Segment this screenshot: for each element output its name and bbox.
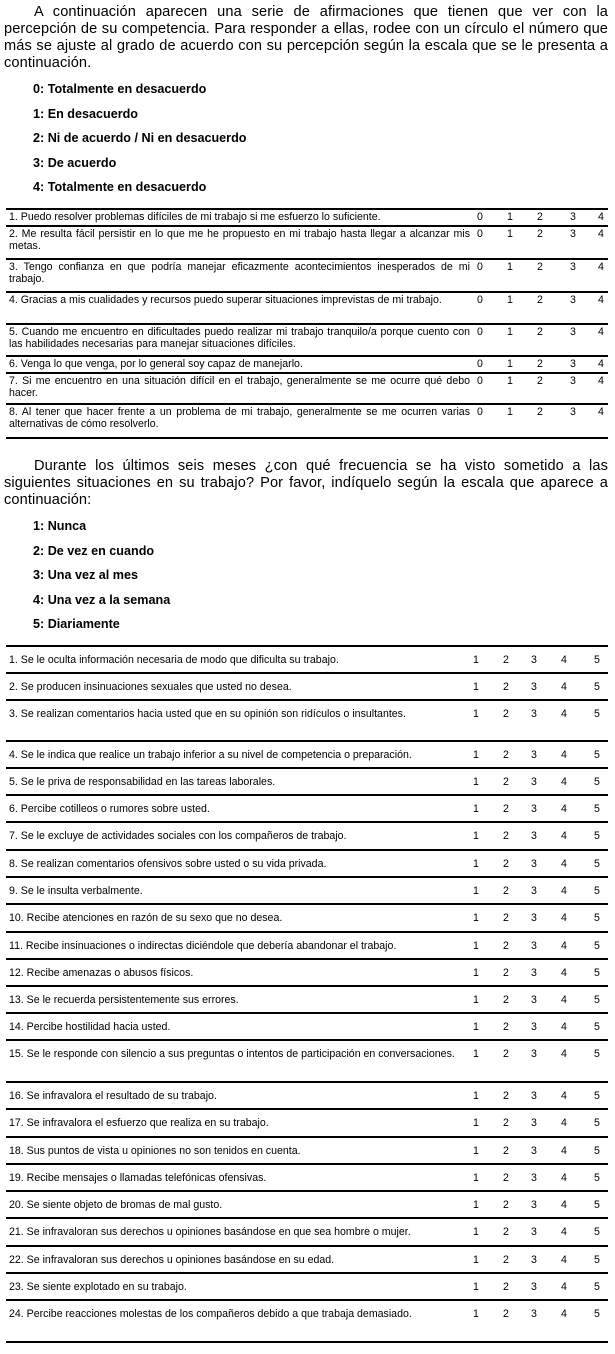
answer-option[interactable]: 3 bbox=[531, 1226, 537, 1238]
question-text: 2. Me resulta fácil persistir en lo que me he propuesto en mi trabajo hasta llegar a alcanzar mis metas. bbox=[9, 228, 470, 252]
answer-option[interactable]: 4 bbox=[561, 1021, 567, 1033]
question-text: 2. Se producen insinuaciones sexuales que usted no desea. bbox=[9, 681, 292, 693]
answer-option[interactable]: 1 bbox=[473, 994, 479, 1006]
answer-option[interactable]: 4 bbox=[598, 294, 604, 306]
answer-option[interactable]: 2 bbox=[503, 1145, 509, 1157]
question-text: 6. Percibe cotilleos o rumores sobre usted. bbox=[9, 803, 210, 815]
answer-option[interactable]: 1 bbox=[473, 1090, 479, 1102]
scale-option: 2: Ni de acuerdo / Ni en desacuerdo bbox=[33, 131, 247, 145]
answer-option[interactable]: 1 bbox=[473, 1308, 479, 1320]
answer-option[interactable]: 1 bbox=[473, 1172, 479, 1184]
answer-option[interactable]: 1 bbox=[473, 830, 479, 842]
question-row bbox=[6, 701, 608, 742]
answer-option[interactable]: 5 bbox=[594, 749, 600, 761]
answer-option[interactable]: 1 bbox=[507, 326, 513, 338]
question-text: 5. Cuando me encuentro en dificultades puedo realizar mi trabajo tranquilo/a porque cuento con las habilidades necesarias para manejar situaciones difíciles. bbox=[9, 326, 470, 350]
answer-option[interactable]: 2 bbox=[503, 1172, 509, 1184]
answer-option[interactable]: 1 bbox=[473, 1199, 479, 1211]
answer-option[interactable]: 1 bbox=[473, 1254, 479, 1266]
question-row bbox=[6, 1274, 608, 1301]
question-text: 17. Se infravalora el esfuerzo que realiza en su trabajo. bbox=[9, 1117, 269, 1129]
question-row bbox=[6, 405, 608, 439]
question-row bbox=[6, 987, 608, 1014]
answer-option[interactable]: 3 bbox=[531, 830, 537, 842]
answer-option[interactable]: 2 bbox=[503, 940, 509, 952]
answer-option[interactable]: 2 bbox=[503, 803, 509, 815]
answer-option[interactable]: 2 bbox=[503, 1308, 509, 1320]
answer-option[interactable]: 2 bbox=[537, 326, 543, 338]
answer-option[interactable]: 4 bbox=[561, 654, 567, 666]
answer-option[interactable]: 3 bbox=[531, 776, 537, 788]
scale-option: 5: Diariamente bbox=[33, 617, 120, 631]
question-text: 21. Se infravaloran sus derechos u opiniones basándose en que sea hombre o mujer. bbox=[9, 1226, 411, 1238]
question-row bbox=[6, 796, 608, 823]
answer-option[interactable]: 1 bbox=[473, 885, 479, 897]
answer-option[interactable]: 2 bbox=[503, 1021, 509, 1033]
answer-option[interactable]: 3 bbox=[531, 1021, 537, 1033]
scale-option: 2: De vez en cuando bbox=[33, 543, 155, 558]
frequency-instructions: Durante los últimos seis meses ¿con qué frecuencia se ha visto sometido a las siguientes situaciones en su trabajo? Por favor, indíquelo según la escala que aparece a continuación: bbox=[4, 458, 608, 508]
answer-option[interactable]: 3 bbox=[531, 1254, 537, 1266]
answer-option[interactable]: 5 bbox=[594, 1048, 600, 1060]
answer-option[interactable]: 3 bbox=[531, 858, 537, 870]
answer-option[interactable]: 3 bbox=[570, 358, 576, 370]
answer-option[interactable]: 4 bbox=[598, 375, 604, 387]
scale-option: 3: Una vez al mes bbox=[33, 568, 138, 582]
answer-option[interactable]: 1 bbox=[507, 261, 513, 273]
answer-option[interactable]: 0 bbox=[477, 406, 483, 418]
answer-option[interactable]: 1 bbox=[473, 1021, 479, 1033]
question-row bbox=[6, 878, 608, 905]
question-text: 7. Si me encuentro en una situación difícil en el trabajo, generalmente se me ocurre qué debo hacer. bbox=[9, 375, 470, 399]
answer-option[interactable]: 3 bbox=[531, 940, 537, 952]
question-row bbox=[6, 769, 608, 796]
answer-option[interactable]: 5 bbox=[594, 776, 600, 788]
answer-option[interactable]: 2 bbox=[503, 912, 509, 924]
answer-option[interactable]: 2 bbox=[537, 294, 543, 306]
question-text: 1. Puedo resolver problemas difíciles de mi trabajo si me esfuerzo lo suficiente. bbox=[9, 211, 381, 223]
answer-option[interactable]: 3 bbox=[570, 294, 576, 306]
answer-option[interactable]: 1 bbox=[473, 803, 479, 815]
answer-option[interactable]: 0 bbox=[477, 261, 483, 273]
question-row bbox=[6, 293, 608, 325]
agreement-scale-legend bbox=[33, 77, 246, 200]
question-text: 14. Percibe hostilidad hacia usted. bbox=[9, 1021, 171, 1033]
answer-option[interactable]: 2 bbox=[537, 228, 543, 240]
answer-option[interactable]: 1 bbox=[473, 1117, 479, 1129]
answer-option[interactable]: 1 bbox=[473, 858, 479, 870]
answer-option[interactable]: 3 bbox=[570, 326, 576, 338]
answer-option[interactable]: 4 bbox=[598, 228, 604, 240]
scale-option: 1: Nunca bbox=[33, 519, 87, 533]
answer-option[interactable]: 2 bbox=[537, 211, 543, 223]
answer-option[interactable]: 3 bbox=[531, 1048, 537, 1060]
answer-option[interactable]: 5 bbox=[594, 967, 600, 979]
question-row bbox=[6, 1301, 608, 1343]
answer-option[interactable]: 4 bbox=[561, 1308, 567, 1320]
answer-option[interactable]: 3 bbox=[570, 375, 576, 387]
answer-option[interactable]: 4 bbox=[561, 749, 567, 761]
question-text: 8. Se realizan comentarios ofensivos sobre usted o su vida privada. bbox=[9, 858, 327, 870]
answer-option[interactable]: 0 bbox=[477, 294, 483, 306]
answer-option[interactable]: 2 bbox=[503, 1117, 509, 1129]
answer-option[interactable]: 4 bbox=[561, 885, 567, 897]
question-row bbox=[6, 1083, 608, 1110]
answer-option[interactable]: 3 bbox=[531, 681, 537, 693]
question-row bbox=[6, 1041, 608, 1083]
answer-option[interactable]: 2 bbox=[503, 858, 509, 870]
answer-option[interactable]: 1 bbox=[507, 406, 513, 418]
question-row bbox=[6, 851, 608, 878]
answer-option[interactable]: 3 bbox=[531, 885, 537, 897]
answer-option[interactable]: 5 bbox=[594, 885, 600, 897]
answer-option[interactable]: 4 bbox=[561, 681, 567, 693]
answer-option[interactable]: 4 bbox=[561, 830, 567, 842]
answer-option[interactable]: 1 bbox=[507, 228, 513, 240]
answer-option[interactable]: 1 bbox=[473, 654, 479, 666]
answer-option[interactable]: 1 bbox=[507, 294, 513, 306]
answer-option[interactable]: 4 bbox=[561, 994, 567, 1006]
question-text: 20. Se siente objeto de bromas de mal gusto. bbox=[9, 1199, 223, 1211]
answer-option[interactable]: 2 bbox=[503, 885, 509, 897]
answer-option[interactable]: 5 bbox=[594, 654, 600, 666]
answer-option[interactable]: 4 bbox=[598, 358, 604, 370]
question-row bbox=[6, 1165, 608, 1192]
answer-option[interactable]: 5 bbox=[594, 1145, 600, 1157]
question-text: 3. Tengo confianza en que podría manejar eficazmente acontecimientos inesperados de mi trabajo. bbox=[9, 261, 470, 285]
question-row bbox=[6, 227, 608, 260]
answer-option[interactable]: 5 bbox=[594, 1021, 600, 1033]
answer-option[interactable]: 1 bbox=[507, 375, 513, 387]
answer-option[interactable]: 4 bbox=[561, 1090, 567, 1102]
answer-option[interactable]: 1 bbox=[473, 1226, 479, 1238]
answer-option[interactable]: 5 bbox=[594, 940, 600, 952]
question-text: 10. Recibe atenciones en razón de su sexo que no desea. bbox=[9, 912, 283, 924]
question-text: 18. Sus puntos de vista u opiniones no son tenidos en cuenta. bbox=[9, 1145, 301, 1157]
question-row bbox=[6, 374, 608, 405]
competence-questionnaire-table bbox=[6, 208, 608, 439]
question-text: 1. Se le oculta información necesaria de modo que dificulta su trabajo. bbox=[9, 654, 339, 666]
answer-option[interactable]: 5 bbox=[594, 830, 600, 842]
frequency-scale-legend bbox=[33, 514, 170, 637]
answer-option[interactable]: 4 bbox=[561, 708, 567, 720]
answer-option[interactable]: 3 bbox=[531, 1117, 537, 1129]
question-text: 12. Recibe amenazas o abusos físicos. bbox=[9, 967, 194, 979]
answer-option[interactable]: 0 bbox=[477, 358, 483, 370]
answer-option[interactable]: 5 bbox=[594, 1090, 600, 1102]
question-row bbox=[6, 260, 608, 293]
question-row bbox=[6, 1247, 608, 1274]
question-text: 4. Se le indica que realice un trabajo inferior a su nivel de competencia o preparación. bbox=[9, 749, 412, 761]
answer-option[interactable]: 3 bbox=[531, 1281, 537, 1293]
question-row bbox=[6, 357, 608, 374]
answer-option[interactable]: 4 bbox=[598, 261, 604, 273]
answer-option[interactable]: 2 bbox=[503, 1226, 509, 1238]
question-row bbox=[6, 1192, 608, 1219]
question-row bbox=[6, 1219, 608, 1247]
answer-option[interactable]: 4 bbox=[561, 967, 567, 979]
answer-option[interactable]: 4 bbox=[561, 1172, 567, 1184]
answer-option[interactable]: 3 bbox=[531, 708, 537, 720]
answer-option[interactable]: 4 bbox=[561, 776, 567, 788]
scale-option: 0: Totalmente en desacuerdo bbox=[33, 82, 207, 96]
answer-option[interactable]: 2 bbox=[503, 681, 509, 693]
answer-option[interactable]: 5 bbox=[594, 1226, 600, 1238]
answer-option[interactable]: 1 bbox=[473, 749, 479, 761]
answer-option[interactable]: 3 bbox=[531, 912, 537, 924]
answer-option[interactable]: 5 bbox=[594, 1281, 600, 1293]
question-row bbox=[6, 823, 608, 851]
answer-option[interactable]: 3 bbox=[570, 261, 576, 273]
scale-option: 1: En desacuerdo bbox=[33, 106, 138, 121]
answer-option[interactable]: 5 bbox=[594, 681, 600, 693]
answer-option[interactable]: 4 bbox=[561, 1145, 567, 1157]
answer-option[interactable]: 5 bbox=[594, 1308, 600, 1320]
answer-option[interactable]: 2 bbox=[503, 708, 509, 720]
answer-option[interactable]: 5 bbox=[594, 1117, 600, 1129]
answer-option[interactable]: 3 bbox=[570, 211, 576, 223]
question-row bbox=[6, 1110, 608, 1138]
answer-option[interactable]: 3 bbox=[531, 803, 537, 815]
answer-option[interactable]: 4 bbox=[561, 940, 567, 952]
answer-option[interactable]: 4 bbox=[561, 1117, 567, 1129]
answer-option[interactable]: 5 bbox=[594, 1254, 600, 1266]
answer-option[interactable]: 1 bbox=[507, 211, 513, 223]
answer-option[interactable]: 2 bbox=[503, 994, 509, 1006]
question-text: 8. Al tener que hacer frente a un problema de mi trabajo, generalmente se me ocurren varias alternativas de cómo resolverlo. bbox=[9, 406, 470, 430]
answer-option[interactable]: 5 bbox=[594, 994, 600, 1006]
answer-option[interactable]: 3 bbox=[531, 1308, 537, 1320]
answer-option[interactable]: 4 bbox=[598, 326, 604, 338]
answer-option[interactable]: 3 bbox=[531, 1145, 537, 1157]
answer-option[interactable]: 5 bbox=[594, 1172, 600, 1184]
answer-option[interactable]: 4 bbox=[561, 1048, 567, 1060]
question-text: 4. Gracias a mis cualidades y recursos puedo superar situaciones imprevistas de mi trabajo. bbox=[9, 294, 442, 306]
answer-option[interactable]: 3 bbox=[531, 1172, 537, 1184]
answer-option[interactable]: 5 bbox=[594, 1199, 600, 1211]
question-text: 9. Se le insulta verbalmente. bbox=[9, 885, 143, 897]
answer-option[interactable]: 1 bbox=[473, 1145, 479, 1157]
answer-option[interactable]: 4 bbox=[561, 912, 567, 924]
scale-option: 3: De acuerdo bbox=[33, 155, 117, 170]
question-text: 24. Percibe reacciones molestas de los compañeros debido a que trabaja demasiado. bbox=[9, 1308, 412, 1320]
question-text: 19. Recibe mensajes o llamadas telefónicas ofensivas. bbox=[9, 1172, 267, 1184]
answer-option[interactable]: 4 bbox=[561, 858, 567, 870]
answer-option[interactable]: 2 bbox=[503, 1281, 509, 1293]
question-text: 15. Se le responde con silencio a sus preguntas o intentos de participación en conversaciones. bbox=[9, 1048, 455, 1060]
answer-option[interactable]: 2 bbox=[537, 358, 543, 370]
answer-option[interactable]: 3 bbox=[531, 1199, 537, 1211]
answer-option[interactable]: 4 bbox=[561, 1254, 567, 1266]
answer-option[interactable]: 1 bbox=[473, 967, 479, 979]
answer-option[interactable]: 2 bbox=[503, 830, 509, 842]
question-text: 6. Venga lo que venga, por lo general soy capaz de manejarlo. bbox=[9, 358, 303, 370]
answer-option[interactable]: 0 bbox=[477, 326, 483, 338]
competence-instructions: A continuación aparecen una serie de afirmaciones que tienen que ver con la percepción de su competencia. Para responder a ellas, rodee con un círculo el número que más se ajuste al grado de acuerdo con su percepción según la escala que se le presenta a continuación. bbox=[4, 4, 608, 71]
answer-option[interactable]: 3 bbox=[531, 654, 537, 666]
question-row bbox=[6, 960, 608, 987]
answer-option[interactable]: 2 bbox=[503, 1090, 509, 1102]
answer-option[interactable]: 2 bbox=[503, 654, 509, 666]
answer-option[interactable]: 4 bbox=[598, 406, 604, 418]
answer-option[interactable]: 5 bbox=[594, 803, 600, 815]
answer-option[interactable]: 0 bbox=[477, 228, 483, 240]
answer-option[interactable]: 3 bbox=[531, 967, 537, 979]
scale-option: 4: Una vez a la semana bbox=[33, 592, 171, 607]
question-text: 13. Se le recuerda persistentemente sus errores. bbox=[9, 994, 239, 1006]
answer-option[interactable]: 0 bbox=[477, 375, 483, 387]
question-row bbox=[6, 905, 608, 933]
answer-option[interactable]: 5 bbox=[594, 858, 600, 870]
answer-option[interactable]: 3 bbox=[570, 406, 576, 418]
answer-option[interactable]: 2 bbox=[537, 261, 543, 273]
answer-option[interactable]: 3 bbox=[531, 1090, 537, 1102]
answer-option[interactable]: 1 bbox=[473, 912, 479, 924]
question-text: 23. Se siente explotado en su trabajo. bbox=[9, 1281, 187, 1293]
answer-option[interactable]: 4 bbox=[561, 1281, 567, 1293]
answer-option[interactable]: 1 bbox=[473, 681, 479, 693]
scale-option: 4: Totalmente en desacuerdo bbox=[33, 180, 207, 194]
answer-option[interactable]: 3 bbox=[570, 228, 576, 240]
answer-option[interactable]: 2 bbox=[503, 776, 509, 788]
question-text: 5. Se le priva de responsabilidad en las tareas laborales. bbox=[9, 776, 276, 788]
answer-option[interactable]: 3 bbox=[531, 749, 537, 761]
answer-option[interactable]: 4 bbox=[561, 1226, 567, 1238]
question-row bbox=[6, 325, 608, 357]
answer-option[interactable]: 2 bbox=[503, 1199, 509, 1211]
answer-option[interactable]: 1 bbox=[473, 1048, 479, 1060]
question-text: 16. Se infravalora el resultado de su trabajo. bbox=[9, 1090, 217, 1102]
answer-option[interactable]: 0 bbox=[477, 211, 483, 223]
answer-option[interactable]: 4 bbox=[598, 211, 604, 223]
question-row bbox=[6, 1014, 608, 1041]
question-row bbox=[6, 933, 608, 960]
question-row bbox=[6, 742, 608, 769]
question-text: 11. Recibe insinuaciones o indirectas diciéndole que debería abandonar el trabajo. bbox=[9, 940, 397, 952]
answer-option[interactable]: 1 bbox=[473, 940, 479, 952]
question-row bbox=[6, 674, 608, 701]
question-text: 7. Se le excluye de actividades sociales con los compañeros de trabajo. bbox=[9, 830, 347, 842]
answer-option[interactable]: 3 bbox=[531, 994, 537, 1006]
question-row bbox=[6, 1138, 608, 1165]
answer-option[interactable]: 4 bbox=[561, 803, 567, 815]
answer-option[interactable]: 2 bbox=[537, 375, 543, 387]
answer-option[interactable]: 2 bbox=[503, 1254, 509, 1266]
answer-option[interactable]: 2 bbox=[503, 967, 509, 979]
answer-option[interactable]: 2 bbox=[503, 749, 509, 761]
question-row bbox=[6, 647, 608, 674]
answer-option[interactable]: 1 bbox=[473, 1281, 479, 1293]
answer-option[interactable]: 2 bbox=[537, 406, 543, 418]
answer-option[interactable]: 2 bbox=[503, 1048, 509, 1060]
frequency-questionnaire-table bbox=[6, 645, 608, 1343]
question-text: 3. Se realizan comentarios hacia usted que en su opinión son ridículos o insultantes. bbox=[9, 708, 406, 720]
answer-option[interactable]: 1 bbox=[507, 358, 513, 370]
answer-option[interactable]: 5 bbox=[594, 912, 600, 924]
question-row bbox=[6, 210, 608, 227]
question-text: 22. Se infravaloran sus derechos u opiniones basándose en su edad. bbox=[9, 1254, 335, 1266]
answer-option[interactable]: 1 bbox=[473, 708, 479, 720]
answer-option[interactable]: 1 bbox=[473, 776, 479, 788]
answer-option[interactable]: 4 bbox=[561, 1199, 567, 1211]
answer-option[interactable]: 5 bbox=[594, 708, 600, 720]
